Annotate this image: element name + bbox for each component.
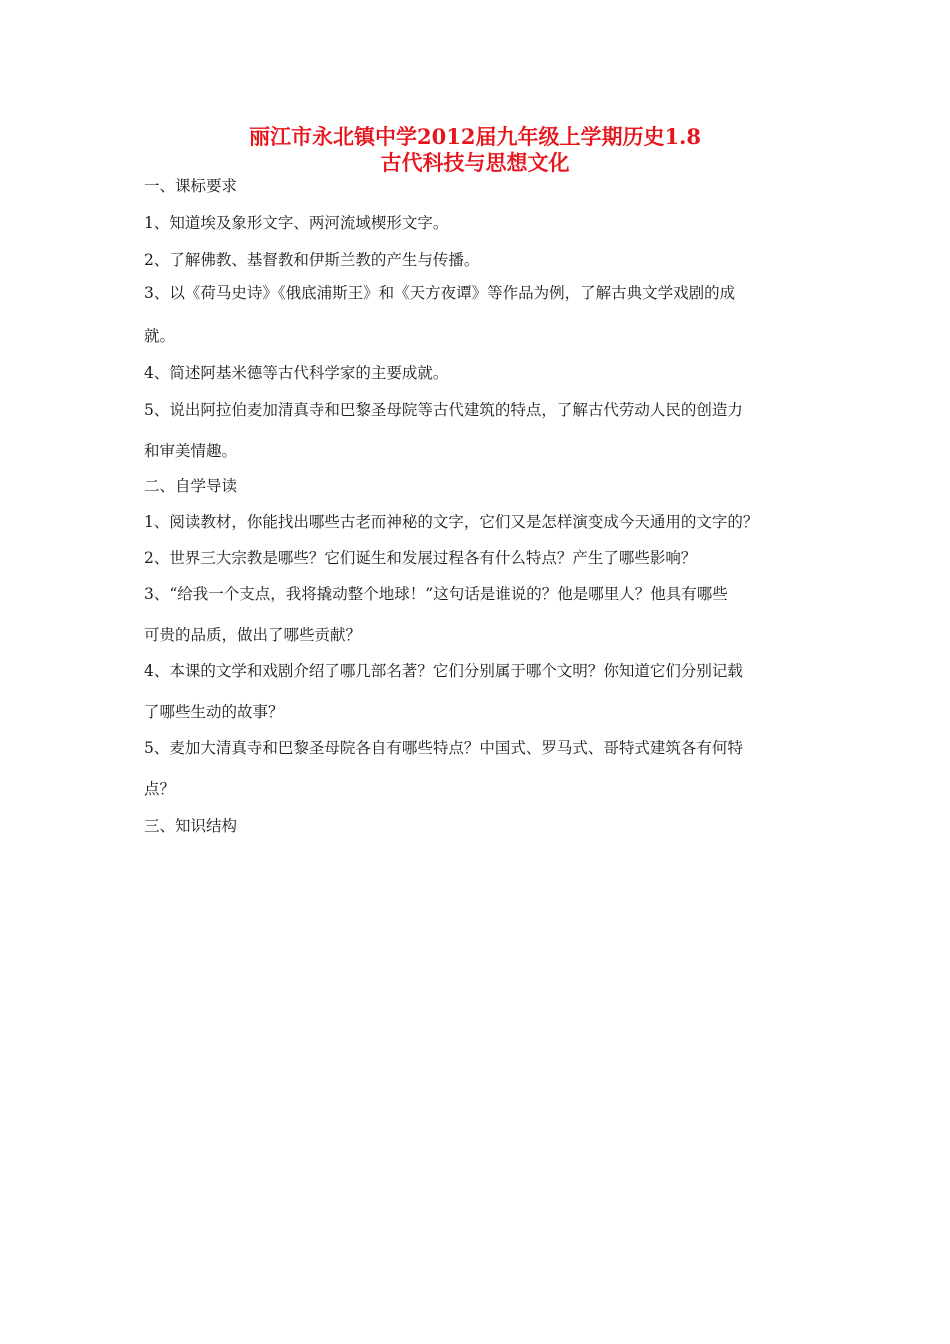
list-item: 5、麦加大清真寺和巴黎圣母院各自有哪些特点？中国式、罗马式、哥特式建筑各有何特 <box>144 739 743 757</box>
section-heading: 一、课标要求 <box>144 177 238 195</box>
list-item-continuation: 点？ <box>144 780 176 798</box>
list-item: 4、本课的文学和戏剧介绍了哪几部名著？它们分别属于哪个文明？你知道它们分别记载 <box>144 662 743 680</box>
list-item-continuation: 和审美情趣。 <box>144 442 238 460</box>
list-item: 5、说出阿拉伯麦加清真寺和巴黎圣母院等古代建筑的特点，了解古代劳动人民的创造力 <box>144 401 743 419</box>
list-item: 4、简述阿基米德等古代科学家的主要成就。 <box>144 364 449 382</box>
list-item-continuation: 可贵的品质，做出了哪些贡献？ <box>144 626 362 644</box>
list-item: 2、了解佛教、基督教和伊斯兰教的产生与传播。 <box>144 251 480 269</box>
list-item: 2、世界三大宗教是哪些？它们诞生和发展过程各有什么特点？产生了哪些影响？ <box>144 549 697 567</box>
title-line-1: 丽江市永北镇中学2012届九年级上学期历史1.8 <box>249 124 701 149</box>
list-item: 1、阅读教材，你能找出哪些古老而神秘的文字，它们又是怎样演变成今天通用的文字的？ <box>144 513 759 531</box>
list-item: 3、“给我一个支点，我将撬动整个地球！”这句话是谁说的？他是哪里人？他具有哪些 <box>144 585 728 603</box>
list-item: 3、以《荷马史诗》《俄底浦斯王》和《天方夜谭》等作品为例，了解古典文学戏剧的成 <box>144 284 736 302</box>
title-line-2: 古代科技与思想文化 <box>380 150 570 175</box>
section-heading: 三、知识结构 <box>144 817 238 835</box>
list-item-continuation: 就。 <box>144 327 176 345</box>
section-heading: 二、自学导读 <box>144 477 238 495</box>
list-item-continuation: 了哪些生动的故事？ <box>144 703 284 721</box>
list-item: 1、知道埃及象形文字、两河流域楔形文字。 <box>144 214 449 232</box>
document-title <box>0 124 950 176</box>
